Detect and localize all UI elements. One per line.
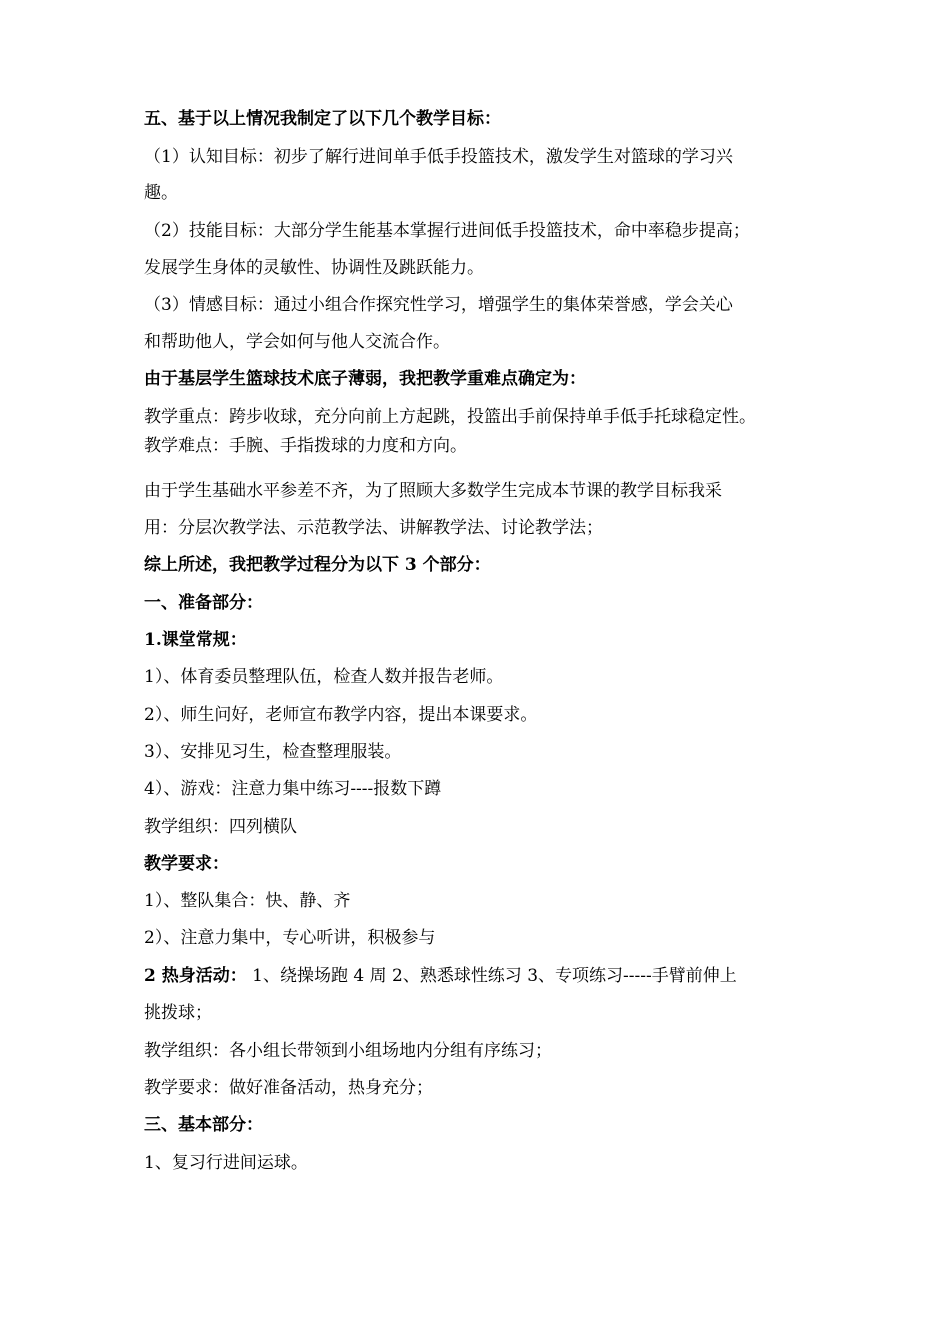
paragraph-line: （3）情感目标：通过小组合作探究性学习，增强学生的集体荣誉感，学会关心 xyxy=(144,295,733,315)
list-item: 1）、体育委员整理队伍，检查人数并报告老师。 xyxy=(144,667,504,687)
paragraph-line: 教学要求：做好准备活动，热身充分； xyxy=(144,1078,433,1098)
warmup-line xyxy=(144,964,824,988)
paragraph-line: 和帮助他人，学会如何与他人交流合作。 xyxy=(144,332,450,352)
list-item: 1）、整队集合：快、静、齐 xyxy=(144,891,351,911)
paragraph-line: 教学组织：四列横队 xyxy=(144,817,297,837)
paragraph-line: 趣。 xyxy=(144,183,178,203)
subheading-warmup: 2 热身活动： xyxy=(144,966,247,986)
paragraph-line: 教学难点：手腕、手指拨球的力度和方向。 xyxy=(144,436,467,456)
list-item: 4）、游戏：注意力集中练习----报数下蹲 xyxy=(144,779,442,799)
section-heading-basic: 三、基本部分： xyxy=(144,1115,263,1135)
section-heading-keypoints: 由于基层学生篮球技术底子薄弱，我把教学重难点确定为： xyxy=(144,369,586,389)
warmup-items: 1、绕操场跑 4 周 2、熟悉球性练习 3、专项练习-----手臂前伸上 xyxy=(246,966,737,986)
section-heading-goals: 五、基于以上情况我制定了以下几个教学目标： xyxy=(144,109,501,129)
paragraph-line: 由于学生基础水平参差不齐，为了照顾大多数学生完成本节课的教学目标我采 xyxy=(144,481,722,501)
list-item: 2）、师生问好，老师宣布教学内容，提出本课要求。 xyxy=(144,705,538,725)
list-item: 2）、注意力集中，专心听讲，积极参与 xyxy=(144,928,436,948)
subheading-routine: 1.课堂常规： xyxy=(144,630,247,650)
paragraph-line: （1）认知目标：初步了解行进间单手低手投篮技术，激发学生对篮球的学习兴 xyxy=(144,147,733,167)
paragraph-line: 挑拨球； xyxy=(144,1003,212,1023)
section-heading-prep: 一、准备部分： xyxy=(144,593,263,613)
list-item: 3）、安排见习生，检查整理服装。 xyxy=(144,742,402,762)
paragraph-line: 教学重点：跨步收球，充分向前上方起跳，投篮出手前保持单手低手托球稳定性。 xyxy=(144,407,756,427)
paragraph-line: （2）技能目标：大部分学生能基本掌握行进间低手投篮技术，命中率稳步提高； xyxy=(144,221,750,241)
section-heading-process: 综上所述，我把教学过程分为以下 3 个部分： xyxy=(144,555,491,575)
paragraph-line: 1、复习行进间运球。 xyxy=(144,1153,308,1173)
paragraph-line: 教学组织：各小组长带领到小组场地内分组有序练习； xyxy=(144,1041,552,1061)
paragraph-line: 用：分层次教学法、示范教学法、讲解教学法、讨论教学法； xyxy=(144,518,603,538)
subheading-requirements: 教学要求： xyxy=(144,854,229,874)
paragraph-line: 发展学生身体的灵敏性、协调性及跳跃能力。 xyxy=(144,258,484,278)
